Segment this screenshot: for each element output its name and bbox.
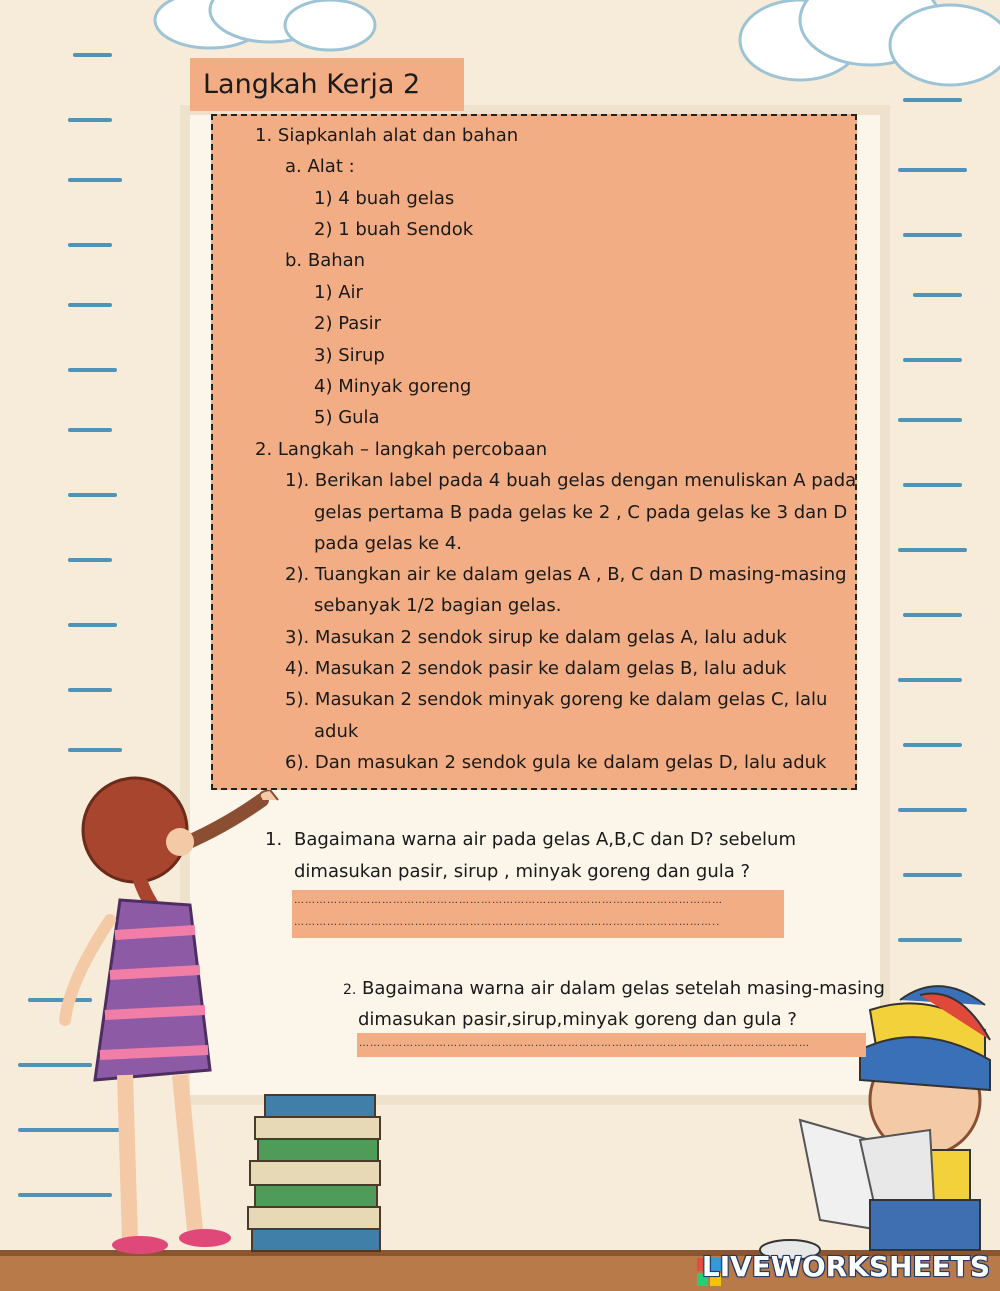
answer-1-field[interactable]	[292, 890, 784, 938]
material-item: 3) Sirup	[314, 345, 385, 366]
material-item: 4) Minyak goreng	[314, 376, 472, 397]
answer-2-line: ……………………………………………………………………………………………………………	[359, 1038, 810, 1049]
question-2-text: Bagaimana warna air dalam gelas setelah masing-masing	[362, 978, 885, 999]
liveworksheets-brand: LIVEWORKSHEETS	[701, 1250, 990, 1283]
materials-heading: b. Bahan	[285, 250, 366, 271]
procedure-item-cont: aduk	[314, 721, 359, 742]
books-illustration	[248, 1095, 380, 1251]
material-item: 2) Pasir	[314, 313, 382, 334]
tools-heading: a. Alat :	[285, 156, 355, 177]
procedure-item: 3). Masukan 2 sendok sirup ke dalam gelas A, lalu aduk	[285, 627, 787, 648]
procedure-item-cont: pada gelas ke 4.	[314, 533, 463, 554]
question-2-text-cont: dimasukan pasir,sirup,minyak goreng dan gula ?	[358, 1009, 797, 1030]
tool-item: 2) 1 buah Sendok	[314, 219, 474, 240]
question-1-text: Bagaimana warna air pada gelas A,B,C dan D? sebelum	[294, 829, 796, 850]
answer-2-field[interactable]	[357, 1033, 866, 1057]
procedure-item: 2). Tuangkan air ke dalam gelas A , B, C dan D masing-masing	[285, 564, 847, 585]
procedure-item: 5). Masukan 2 sendok minyak goreng ke dalam gelas C, lalu	[285, 689, 828, 710]
procedure-item: 4). Masukan 2 sendok pasir ke dalam gelas B, lalu aduk	[285, 658, 787, 679]
step-1-heading: 1. Siapkanlah alat dan bahan	[255, 125, 519, 146]
procedure-item: 1). Berikan label pada 4 buah gelas dengan menuliskan A pada	[285, 470, 857, 491]
cloud-left	[155, 0, 375, 50]
procedure-item: 6). Dan masukan 2 sendok gula ke dalam gelas D, lalu aduk	[285, 752, 827, 773]
procedure-item-cont: sebanyak 1/2 bagian gelas.	[314, 595, 562, 616]
answer-1-line: ……………………………………………………………………………………………………..	[294, 917, 721, 928]
question-1-text-cont: dimasukan pasir, sirup , minyak goreng dan gula ?	[294, 861, 751, 882]
question-1-number: 1.	[265, 829, 283, 850]
step-2-heading: 2. Langkah – langkah percobaan	[255, 439, 548, 460]
material-item: 5) Gula	[314, 407, 380, 428]
page-title: Langkah Kerja 2	[190, 58, 464, 111]
question-2-number: 2.	[343, 982, 357, 998]
material-item: 1) Air	[314, 282, 363, 303]
steps-box	[211, 114, 857, 790]
answer-1-line: ………………………………………………………………………………………………………	[294, 895, 723, 906]
procedure-item-cont: gelas pertama B pada gelas ke 2 , C pada gelas ke 3 dan D	[314, 502, 848, 523]
tool-item: 1) 4 buah gelas	[314, 188, 455, 209]
